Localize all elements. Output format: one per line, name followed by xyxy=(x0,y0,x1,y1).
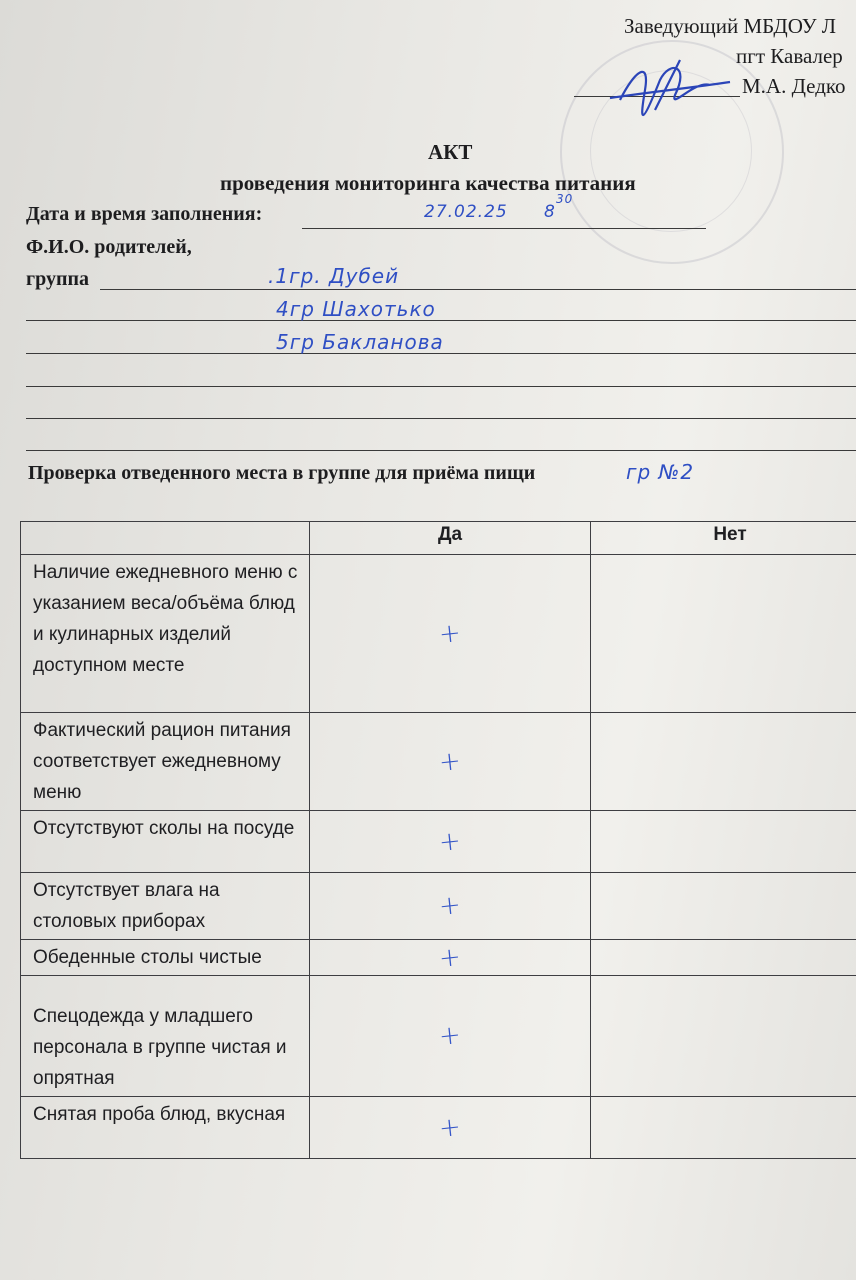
checklist-table xyxy=(20,521,856,1159)
doc-subtitle: проведения мониторинга качества питания xyxy=(220,171,636,195)
question-cell: Фактический рацион питания соответствует ежедневному меню xyxy=(21,713,310,811)
question-cell: Снятая проба блюд, вкусная xyxy=(21,1097,310,1159)
yes-cell xyxy=(310,940,591,976)
group-line-4 xyxy=(26,386,856,387)
doc-title: АКТ xyxy=(428,140,473,164)
table-row xyxy=(21,713,856,811)
signature xyxy=(600,40,740,140)
yes-cell xyxy=(310,811,591,873)
group-line-1 xyxy=(100,289,856,290)
check-mark: + xyxy=(437,1019,463,1053)
question-cell: Наличие ежедневного меню с указанием веса/объёма блюд и кулинарных изделий доступном месте xyxy=(21,555,310,713)
table-row xyxy=(21,976,856,1097)
group-entry-2: 4гр Шахотько xyxy=(276,297,436,321)
yes-cell xyxy=(310,976,591,1097)
table-row xyxy=(21,873,856,940)
check-mark: + xyxy=(437,825,463,858)
question-cell: Отсутствуют сколы на посуде xyxy=(21,811,310,873)
check-mark: + xyxy=(437,941,463,974)
approval-name: М.А. Дедко xyxy=(742,74,846,98)
header-no: Нет xyxy=(591,522,856,555)
datetime-line xyxy=(302,228,706,229)
table-row xyxy=(21,1097,856,1159)
time-value: 8 xyxy=(544,202,556,222)
parents-label: Ф.И.О. родителей, xyxy=(26,236,192,258)
check-mark: + xyxy=(437,745,463,778)
check-mark: + xyxy=(437,617,463,650)
yes-cell xyxy=(310,873,591,940)
check-mark: + xyxy=(437,889,463,923)
datetime-label: Дата и время заполнения: xyxy=(26,203,263,225)
table-row xyxy=(21,555,856,713)
no-cell xyxy=(591,873,856,940)
table-row xyxy=(21,811,856,873)
yes-cell xyxy=(310,1097,591,1159)
question-cell: Обеденные столы чистые xyxy=(21,940,310,976)
check-mark: + xyxy=(437,1111,463,1144)
group-label: группа xyxy=(26,268,89,290)
header-question xyxy=(21,522,310,555)
question-cell xyxy=(21,976,310,1097)
table-header-row xyxy=(21,522,856,555)
group-line-2 xyxy=(26,320,856,321)
group-line-5 xyxy=(26,418,856,419)
group-line-6 xyxy=(26,450,856,451)
datetime-value: 27.02.25 xyxy=(424,202,508,222)
section-title: Проверка отведенного места в группе для приёма пищи xyxy=(28,462,536,484)
no-cell xyxy=(591,811,856,873)
question-cell: Отсутствует влага на столовых приборах xyxy=(21,873,310,940)
no-cell xyxy=(591,976,856,1097)
no-cell xyxy=(591,1097,856,1159)
table-row xyxy=(21,940,856,976)
approval-position: Заведующий МБДОУ Л xyxy=(624,14,837,38)
no-cell xyxy=(591,940,856,976)
yes-cell xyxy=(310,555,591,713)
group-entry-3: 5гр Бакланова xyxy=(276,330,444,354)
header-yes: Да xyxy=(310,522,591,555)
section-note: гр №2 xyxy=(626,460,695,484)
approval-location: пгт Кавалер xyxy=(736,44,843,68)
group-entry-1: .1гр. Дубей xyxy=(268,264,400,288)
time-minutes: 30 xyxy=(556,192,574,206)
question-text: Спецодежда у младшего персонала в группе чистая и опрятная xyxy=(33,1006,287,1089)
yes-cell xyxy=(310,713,591,811)
no-cell xyxy=(591,555,856,713)
no-cell xyxy=(591,713,856,811)
